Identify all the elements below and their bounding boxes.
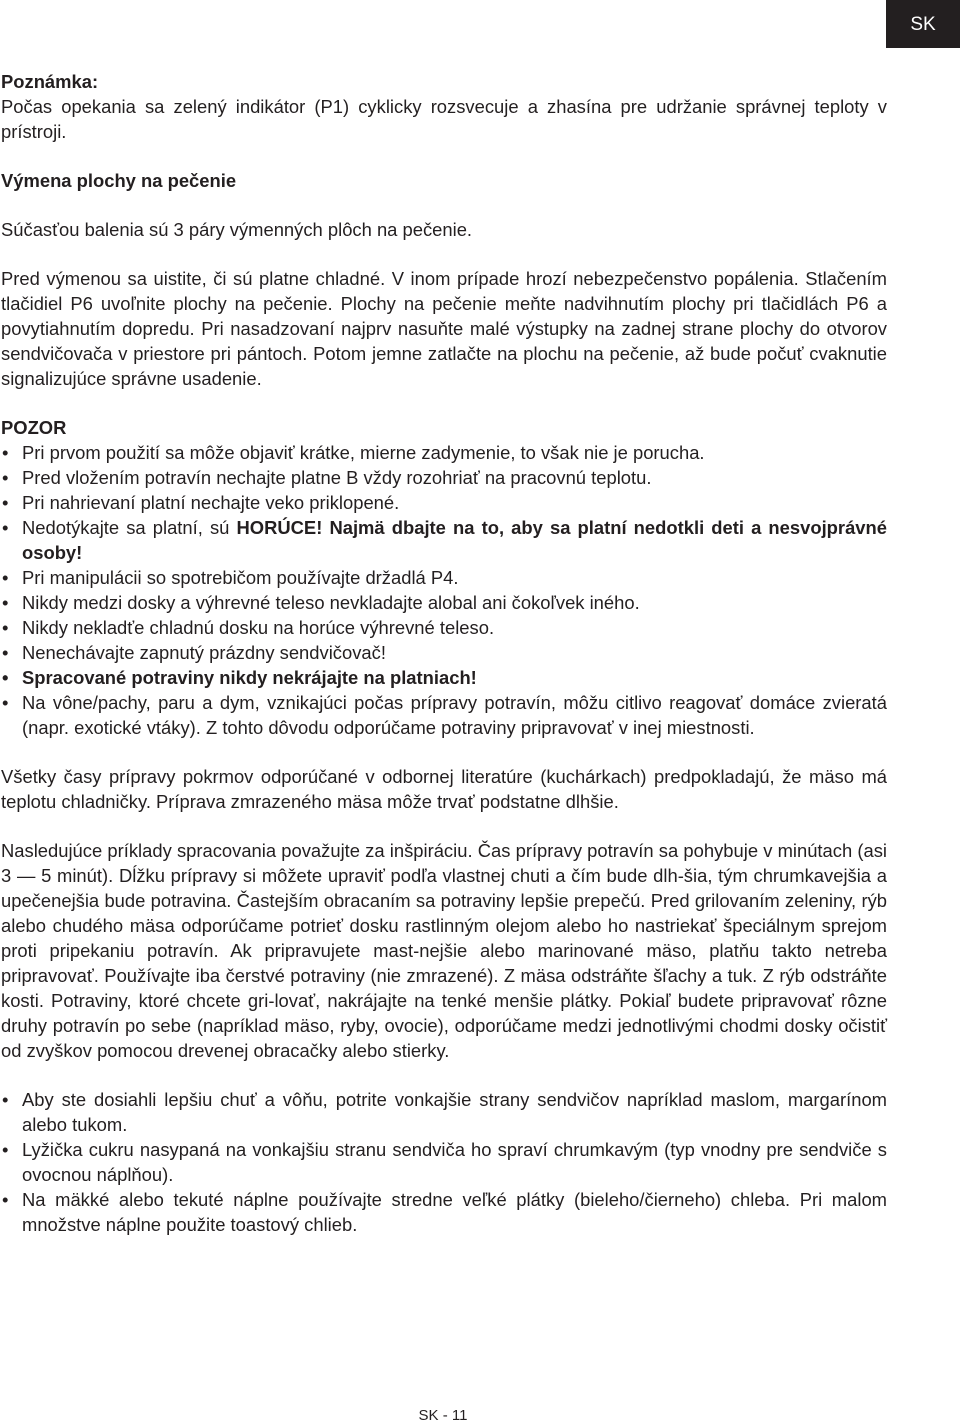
page-number: SK - 11 (418, 1407, 468, 1424)
warning-item: • Pri prvom použití sa môže objaviť krátke, mierne zadymenie, to však nie je porucha. (1, 440, 887, 465)
warning-item: • Na vône/pachy, paru a dym, vznikajúci počas prípravy potravín, môžu citlivo reagovať domáce zvieratá (napr. exotické vtáky). Z tohto dôvodu odporúčame potraviny pripravovať v inej miestnosti. (1, 690, 887, 740)
warning-item: • Nikdy medzi dosky a výhrevné teleso nevkladajte alobal ani čokoľvek iného. (1, 590, 887, 615)
warning-item: • Nenechávajte zapnutý prázdny sendvičovač! (1, 640, 887, 665)
hot-item-bold-2: Najmä dbajte na to, aby sa platní nedotkli deti a nesvojprávné osoby! (22, 517, 887, 563)
examples-section (1, 838, 887, 1063)
plates-p2-section (1, 266, 887, 391)
page-content (1, 69, 887, 1237)
language-tab: SK (886, 0, 960, 48)
warning-item-hot (1, 515, 887, 565)
examples-paragraph: Nasledujúce príklady spracovania považujte za inšpiráciu. Čas prípravy potravín sa pohybuje v minútach (asi 3 — 5 minút). Dĺžku prípravy si môžete upraviť podľa vlastnej chuti a čím bude dlh-šia, tým chrumkavejšia a upečenejšia bude potravina. Častejším obracaním sa potraviny lepšie prepečú. Pred grilovaním zeleniny, rýb alebo chudého mäsa odporúčame potrieť dosku rastlinným olejom alebo ho nastriekať špeciálnym sprejom proti pripekaniu potravín. Ak pripravujete mast-nejšie alebo marinované mäso, platňu takto netreba pripravovať. Používajte iba čerstvé potraviny (nie zmrazené). Z mäsa odstráňte šľachy a tuk. Z rýb odstráňte kosti. Potraviny, ktoré chcete gri-lovať, nakrájajte na tenké menšie plátky. Pokiaľ budete pripravovať rôzne druhy potravín po sebe (napríklad mäso, ryby, ovocie), odporúčame medzi jednotlivými chodmi dosky očistiť od zvyškov pomocou drevenej obracačky alebo stierky. (1, 840, 887, 1061)
note-section (1, 69, 887, 144)
plates-paragraph-1: Súčasťou balenia sú 3 páry výmenných plôch na pečenie. (1, 219, 473, 240)
times-paragraph: Všetky časy prípravy pokrmov odporúčané v odbornej literatúre (kuchárkach) predpokladajú, že mäso má teplotu chladničky. Príprava zmrazeného mäsa môže trvať podstatne dlhšie. (1, 766, 887, 812)
note-title: Poznámka: (1, 71, 99, 92)
tip-item: • Aby ste dosiahli lepšiu chuť a vôňu, potrite vonkajšie strany sendvičov napríklad maslom, margarínom alebo tukom. (1, 1087, 887, 1137)
plates-p1-section (1, 217, 887, 242)
tips-section (1, 1087, 887, 1237)
warning-item-bold: • Spracované potraviny nikdy nekrájajte na platniach! (1, 665, 887, 690)
hot-item-text: Nedotýkajte sa platní, sú (22, 517, 237, 538)
tip-item: • Na mäkké alebo tekuté náplne používajte stredne veľké plátky (bieleho/čierneho) chleba. Pri malom množstve náplne použite toastový chlieb. (1, 1187, 887, 1237)
warning-section (1, 415, 887, 740)
warning-item: • Pri nahrievaní platní nechajte veko priklopené. (1, 490, 887, 515)
tip-item: • Lyžička cukru nasypaná na vonkajšiu stranu sendviča ho spraví chrumkavým (typ vnodny pre sendviče s ovocnou náplňou). (1, 1137, 887, 1187)
plates-title: Výmena plochy na pečenie (1, 170, 237, 191)
warning-item: • Pred vložením potravín nechajte platne B vždy rozohriať na pracovnú teplotu. (1, 465, 887, 490)
times-section (1, 764, 887, 814)
note-text: Počas opekania sa zelený indikátor (P1) cyklicky rozsvecuje a zhasína pre udržanie správnej teploty v prístroji. (1, 96, 887, 142)
hot-item-bold-1: HORÚCE! (236, 517, 323, 538)
warning-item: • Nikdy nekladťe chladnú dosku na horúce výhrevné teleso. (1, 615, 887, 640)
plates-paragraph-2: Pred výmenou sa uistite, či sú platne chladné. V inom prípade hrozí nebezpečenstvo popálenia. Stlačením tlačidiel P6 uvoľnite plochy na pečenie. Plochy na pečenie meňte nadvihnutím plochy pri tlačidlách P6 a povytiahnutím dopredu. Pri nasadzovaní najprv nasuňte malé výstupky na zadnej strane plochy do otvorov sendvičovača v priestore pri pántoch. Potom jemne zatlačte na plochu na pečenie, až bude počuť cvaknutie signalizujúce správne usadenie. (1, 268, 887, 389)
warning-item: • Pri manipulácii so spotrebičom používajte držadlá P4. (1, 565, 887, 590)
tips-list (1, 1087, 887, 1237)
plates-heading-section (1, 168, 887, 193)
warning-title: POZOR (1, 417, 67, 438)
warning-list (1, 440, 887, 740)
